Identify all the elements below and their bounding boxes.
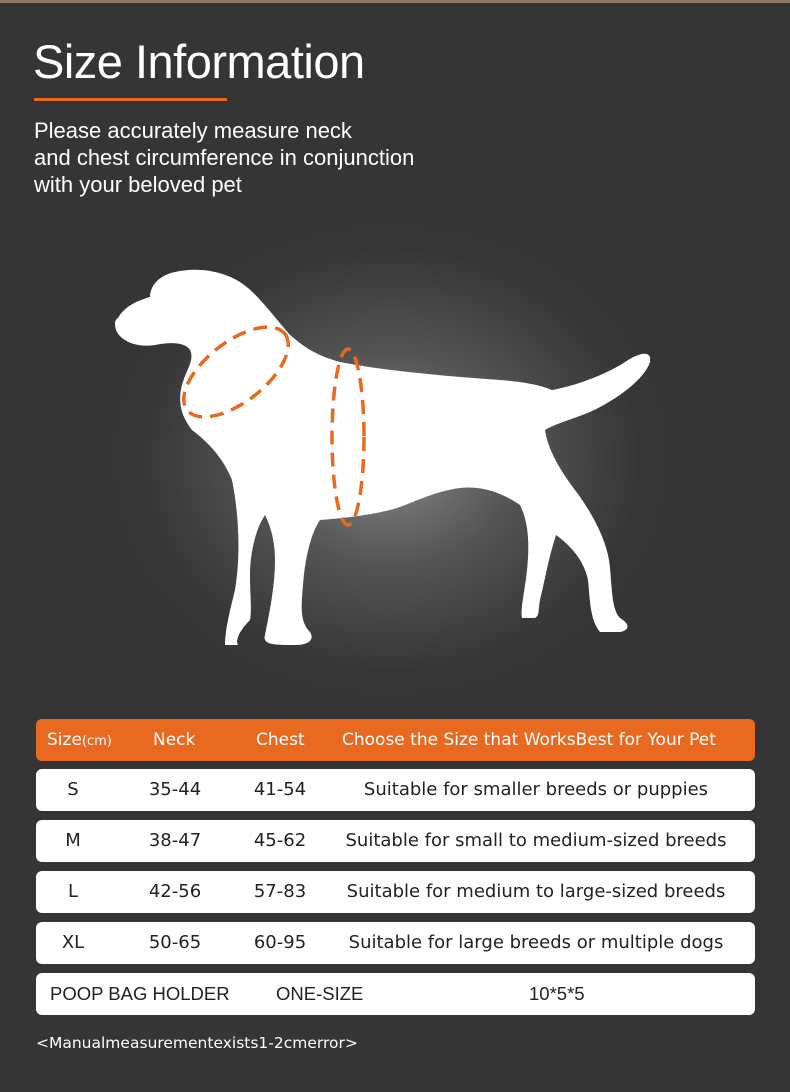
row-neck: 35-44 bbox=[148, 779, 202, 800]
row-size: XL bbox=[61, 932, 85, 953]
subtitle-line: and chest circumference in conjunction bbox=[34, 145, 415, 170]
measurement-note: <Manualmeasurementexists1-2cmerror> bbox=[36, 1034, 358, 1052]
row-size: L bbox=[67, 881, 79, 902]
row-description: Suitable for large breeds or multiple dogs bbox=[348, 932, 724, 953]
row-neck: 38-47 bbox=[148, 830, 202, 851]
header-chest: Chest bbox=[256, 730, 305, 750]
header-neck: Neck bbox=[153, 730, 196, 750]
header-size-label: Size bbox=[47, 730, 82, 750]
poop-bag-holder-row bbox=[36, 973, 755, 1015]
row-size: M bbox=[65, 830, 81, 851]
row-neck: 42-56 bbox=[148, 881, 202, 902]
table-row bbox=[36, 769, 755, 811]
row-size: S bbox=[67, 779, 79, 800]
dog-body bbox=[115, 270, 650, 645]
table-header bbox=[36, 719, 755, 761]
row-description: Suitable for smaller breeds or puppies bbox=[363, 779, 709, 800]
subtitle-line: Please accurately measure neck bbox=[34, 118, 352, 143]
header-size bbox=[47, 719, 112, 761]
row-chest: 57-83 bbox=[253, 881, 307, 902]
header-description: Choose the Size that WorksBest for Your Pet bbox=[342, 730, 716, 750]
accessory-name: POOP BAG HOLDER bbox=[50, 983, 230, 1004]
page-title: Size Information bbox=[33, 35, 365, 88]
header-size-unit: (cm) bbox=[81, 734, 112, 749]
accessory-size: ONE-SIZE bbox=[276, 983, 364, 1004]
table-row bbox=[36, 922, 755, 964]
subtitle-line: with your beloved pet bbox=[34, 172, 242, 197]
table-row bbox=[36, 871, 755, 913]
row-chest: 60-95 bbox=[253, 932, 307, 953]
accessory-dimensions: 10*5*5 bbox=[529, 983, 585, 1004]
row-chest: 41-54 bbox=[253, 779, 307, 800]
row-description: Suitable for medium to large-sized breeds bbox=[346, 881, 726, 902]
table-row bbox=[36, 820, 755, 862]
row-neck: 50-65 bbox=[148, 932, 202, 953]
row-description: Suitable for small to medium-sized breeds bbox=[345, 830, 727, 851]
row-chest: 45-62 bbox=[253, 830, 307, 851]
